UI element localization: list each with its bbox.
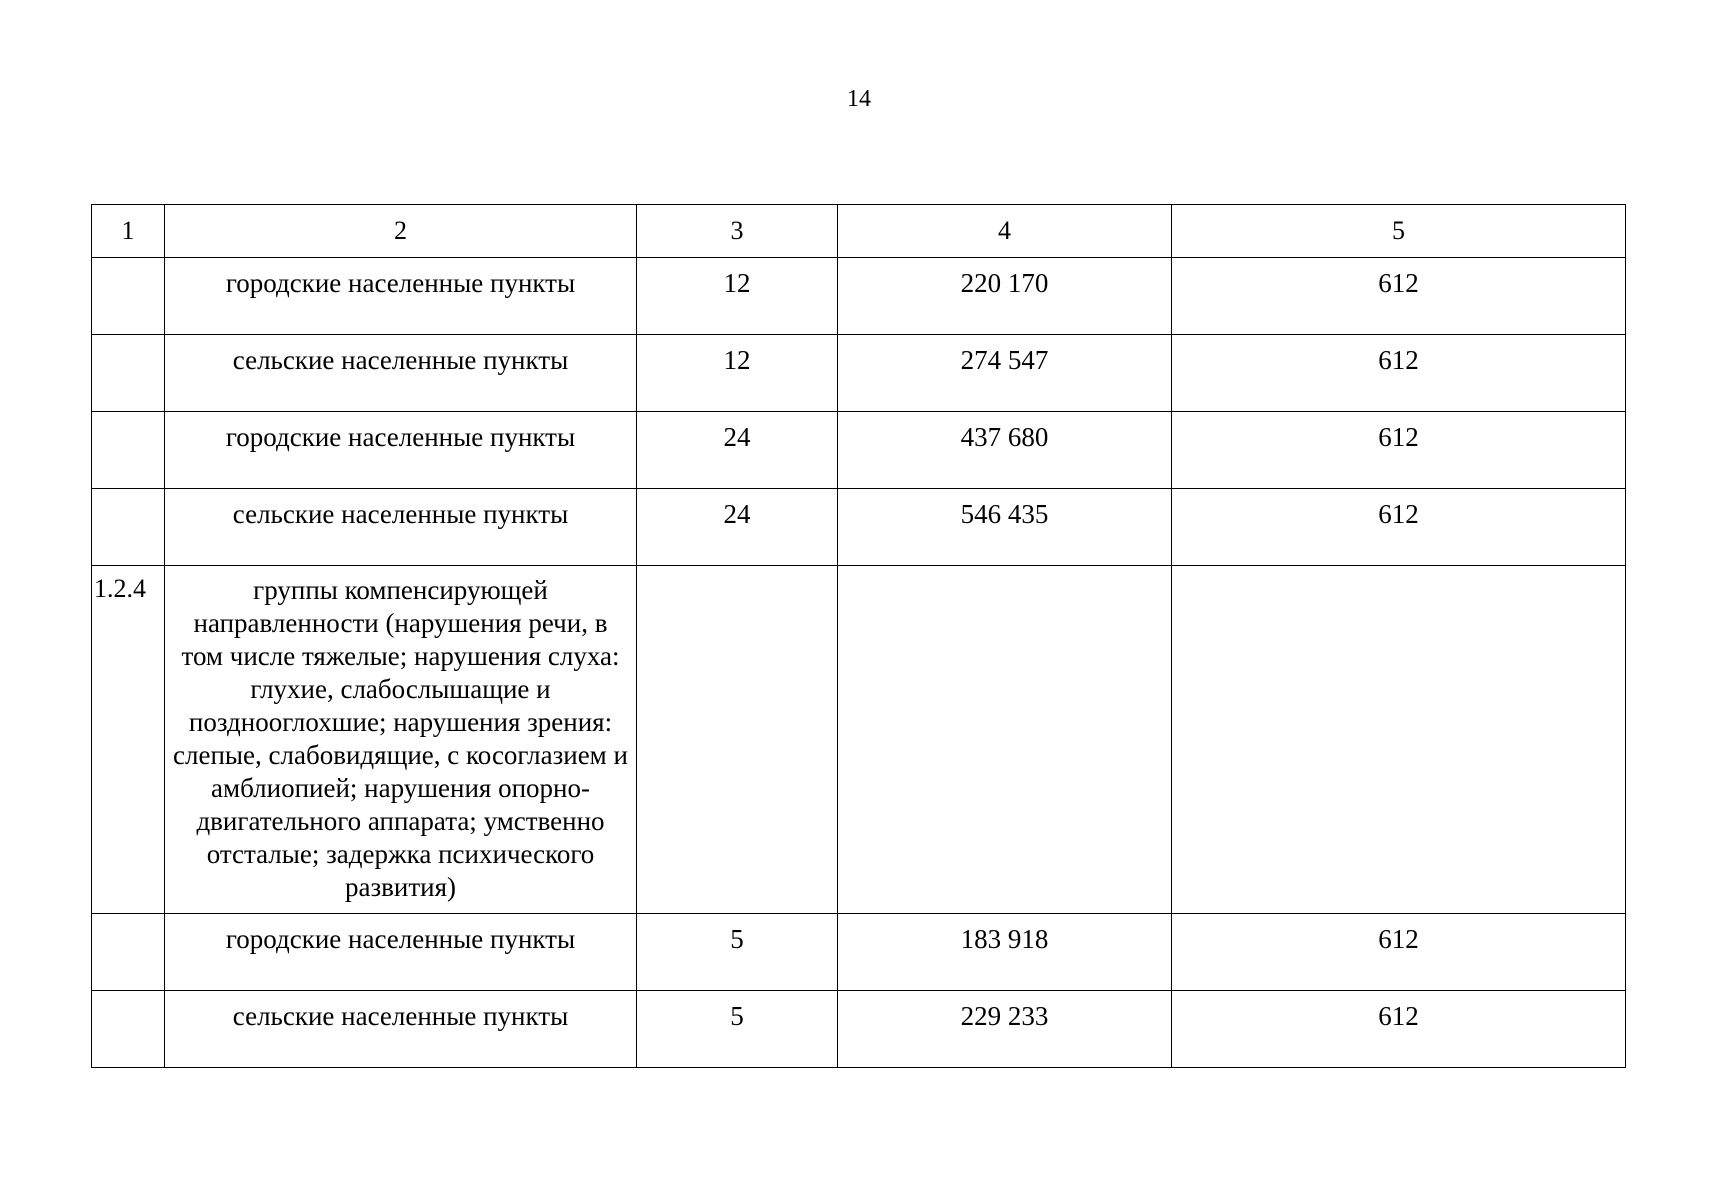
group-row bbox=[92, 566, 1626, 914]
row-col3-cell: 24 bbox=[637, 489, 838, 566]
row-number-cell bbox=[92, 335, 165, 412]
header-cell-1: 1 bbox=[92, 205, 165, 258]
header-cell-3: 3 bbox=[637, 205, 838, 258]
row-col3-cell: 12 bbox=[637, 335, 838, 412]
row-col3-cell: 5 bbox=[637, 991, 838, 1068]
row-col4-cell: 437 680 bbox=[838, 412, 1172, 489]
header-cell-4: 4 bbox=[838, 205, 1172, 258]
row-col5-cell: 612 bbox=[1172, 258, 1626, 335]
row-number-cell bbox=[92, 914, 165, 991]
table-row bbox=[92, 914, 1626, 991]
row-number-cell bbox=[92, 258, 165, 335]
row-col4-cell: 546 435 bbox=[838, 489, 1172, 566]
row-number-cell bbox=[92, 991, 165, 1068]
group-col4-cell bbox=[838, 566, 1172, 914]
row-col5-cell: 612 bbox=[1172, 412, 1626, 489]
group-number-cell: 1.2.4 bbox=[92, 566, 165, 914]
row-col5-cell: 612 bbox=[1172, 489, 1626, 566]
row-col5-cell: 612 bbox=[1172, 991, 1626, 1068]
row-col3-cell: 12 bbox=[637, 258, 838, 335]
row-col4-cell: 220 170 bbox=[838, 258, 1172, 335]
table-row bbox=[92, 258, 1626, 335]
row-col4-cell: 274 547 bbox=[838, 335, 1172, 412]
row-description-cell: сельские населенные пункты bbox=[165, 489, 637, 566]
header-cell-5: 5 bbox=[1172, 205, 1626, 258]
row-description-cell: городские населенные пункты bbox=[165, 412, 637, 489]
row-col3-cell: 5 bbox=[637, 914, 838, 991]
table-row bbox=[92, 335, 1626, 412]
row-description-cell: сельские населенные пункты bbox=[165, 335, 637, 412]
group-description-cell: группы компенсирующей направленности (нарушения речи, в том числе тяжелые; нарушения слуха: глухие, слабослышащие и позднооглохшие; нарушения зрения: слепые, слабовидящие, с косоглазием и амблиопией; нарушения опорно-двигательного аппарата; умственно отсталые; задержка психического развития) bbox=[165, 566, 637, 914]
data-table bbox=[91, 204, 1626, 1068]
table-row bbox=[92, 489, 1626, 566]
row-description-cell: городские населенные пункты bbox=[165, 914, 637, 991]
page-number: 14 bbox=[847, 86, 871, 112]
header-cell-2: 2 bbox=[165, 205, 637, 258]
group-col5-cell bbox=[1172, 566, 1626, 914]
row-description-cell: городские населенные пункты bbox=[165, 258, 637, 335]
row-col3-cell: 24 bbox=[637, 412, 838, 489]
table-row bbox=[92, 991, 1626, 1068]
table-row bbox=[92, 412, 1626, 489]
group-col3-cell bbox=[637, 566, 838, 914]
header-row bbox=[92, 205, 1626, 258]
row-number-cell bbox=[92, 412, 165, 489]
row-description-cell: сельские населенные пункты bbox=[165, 991, 637, 1068]
row-col4-cell: 229 233 bbox=[838, 991, 1172, 1068]
row-col5-cell: 612 bbox=[1172, 335, 1626, 412]
row-number-cell bbox=[92, 489, 165, 566]
row-col5-cell: 612 bbox=[1172, 914, 1626, 991]
row-col4-cell: 183 918 bbox=[838, 914, 1172, 991]
